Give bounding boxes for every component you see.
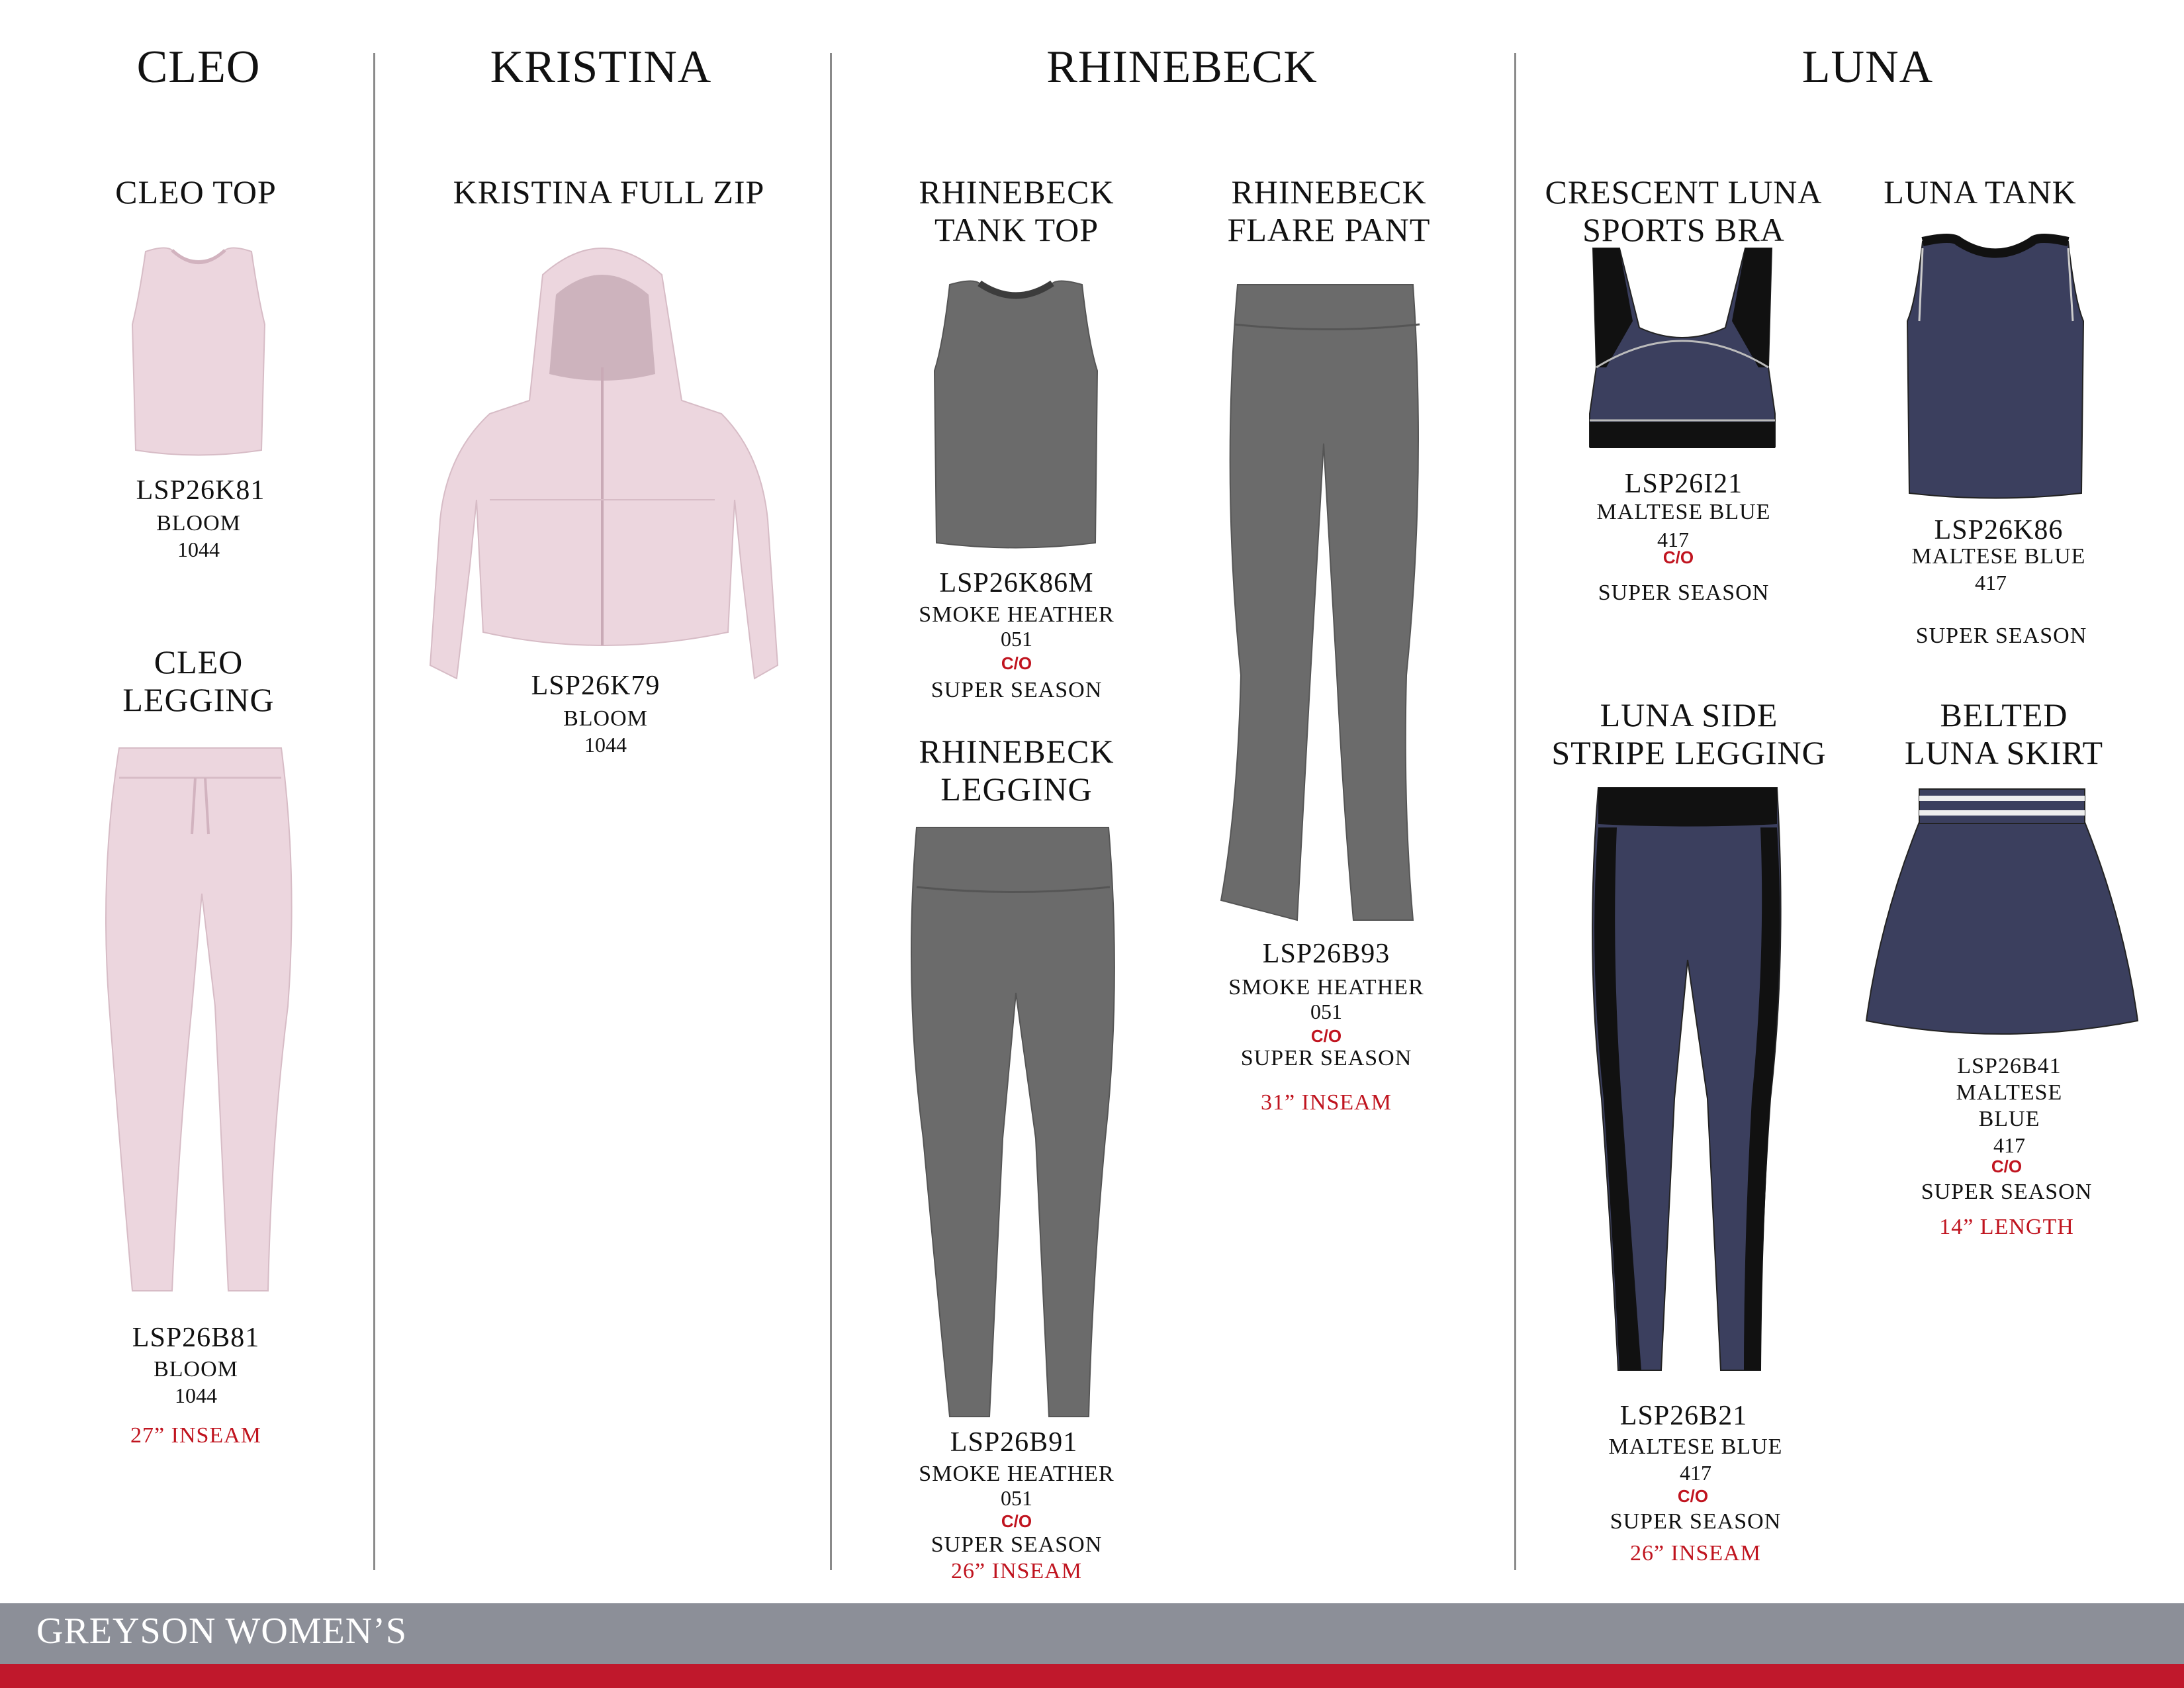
rhinebeck-tank-co: C/O bbox=[1001, 653, 1032, 673]
luna-legging-name-line1: LUNA SIDE bbox=[1600, 696, 1778, 733]
luna-skirt-name-line1: BELTED bbox=[1940, 696, 2068, 733]
luna-skirt-co: C/O bbox=[1991, 1156, 2023, 1176]
cleo-legging-sku: LSP26B81 bbox=[132, 1323, 260, 1353]
crescent-bra-color: MALTESE BLUE bbox=[1596, 500, 1771, 524]
rhinebeck-flare-season: SUPER SEASON bbox=[1240, 1046, 1412, 1070]
luna-legging-name bbox=[1551, 696, 1826, 772]
crescent-bra-co: C/O bbox=[1662, 547, 1694, 567]
luna-tank-name: LUNA TANK bbox=[1884, 173, 2077, 211]
crescent-bra-name-line2: SPORTS BRA bbox=[1582, 211, 1785, 248]
rhinebeck-legging-image bbox=[897, 821, 1125, 1417]
luna-skirt-name-line2: LUNA SKIRT bbox=[1904, 734, 2104, 771]
luna-legging-sku: LSP26B21 bbox=[1619, 1401, 1748, 1431]
cleo-top-sku: LSP26K81 bbox=[136, 475, 265, 506]
luna-legging-name-line2: STRIPE LEGGING bbox=[1551, 734, 1827, 771]
rhinebeck-tank-name-line2: TANK TOP bbox=[934, 211, 1099, 248]
luna-skirt-sku: LSP26B41 bbox=[1957, 1054, 2062, 1078]
heading-luna: LUNA bbox=[1801, 42, 1934, 93]
luna-tank-image bbox=[1899, 235, 2091, 500]
crescent-bra-sku: LSP26I21 bbox=[1624, 469, 1743, 499]
rhinebeck-tank-image bbox=[927, 278, 1105, 549]
rhinebeck-flare-code: 051 bbox=[1310, 1000, 1342, 1023]
cleo-legging-name-line2: LEGGING bbox=[122, 681, 275, 718]
rhinebeck-flare-co: C/O bbox=[1310, 1026, 1342, 1046]
rhinebeck-flare-name-line1: RHINEBECK bbox=[1231, 173, 1427, 211]
cleo-top-code: 1044 bbox=[177, 538, 220, 561]
crescent-bra-image bbox=[1576, 248, 1788, 450]
luna-tank-sku: LSP26K86 bbox=[1934, 515, 2064, 545]
rhinebeck-flare-note: 31” INSEAM bbox=[1261, 1090, 1392, 1115]
rhinebeck-tank-sku: LSP26K86M bbox=[939, 568, 1094, 598]
crescent-bra-season: SUPER SEASON bbox=[1598, 581, 1770, 605]
luna-skirt-name bbox=[1905, 696, 2103, 772]
rhinebeck-legging-co: C/O bbox=[1001, 1511, 1032, 1531]
kristina-zip-code: 1044 bbox=[584, 733, 627, 757]
rhinebeck-flare-image bbox=[1214, 278, 1439, 923]
cleo-legging-name bbox=[122, 643, 274, 719]
rhinebeck-flare-name-line2: FLARE PANT bbox=[1227, 211, 1431, 248]
cleo-legging-name-line1: CLEO bbox=[154, 643, 244, 680]
rhinebeck-tank-code: 051 bbox=[1001, 627, 1032, 651]
luna-tank-season: SUPER SEASON bbox=[1915, 624, 2087, 648]
luna-skirt-image bbox=[1866, 789, 2138, 1037]
rhinebeck-tank-color: SMOKE HEATHER bbox=[919, 602, 1115, 627]
luna-legging-color: MALTESE BLUE bbox=[1608, 1434, 1783, 1459]
kristina-zip-image bbox=[417, 235, 788, 685]
cleo-top-image bbox=[126, 245, 271, 457]
kristina-zip-sku: LSP26K79 bbox=[531, 671, 660, 701]
luna-skirt-code: 417 bbox=[1993, 1133, 2025, 1157]
rhinebeck-legging-note: 26” INSEAM bbox=[951, 1559, 1082, 1583]
rhinebeck-legging-name-line2: LEGGING bbox=[940, 771, 1093, 808]
rhinebeck-legging-code: 051 bbox=[1001, 1486, 1032, 1510]
rhinebeck-tank-name-line1: RHINEBECK bbox=[919, 173, 1115, 211]
luna-legging-code: 417 bbox=[1680, 1461, 1711, 1485]
divider-3 bbox=[1514, 53, 1516, 1570]
crescent-bra-name bbox=[1545, 173, 1822, 249]
luna-skirt-color-line2: BLUE bbox=[1978, 1107, 2040, 1131]
luna-skirt-note: 14” LENGTH bbox=[1939, 1215, 2074, 1239]
rhinebeck-tank-name bbox=[919, 173, 1114, 249]
rhinebeck-legging-season: SUPER SEASON bbox=[931, 1532, 1103, 1557]
cleo-top-name: CLEO TOP bbox=[115, 173, 277, 211]
kristina-zip-name: KRISTINA FULL ZIP bbox=[453, 173, 765, 211]
crescent-bra-name-line1: CRESCENT LUNA bbox=[1545, 173, 1823, 211]
cleo-legging-note: 27” INSEAM bbox=[130, 1423, 261, 1448]
rhinebeck-flare-color: SMOKE HEATHER bbox=[1228, 975, 1424, 1000]
cleo-legging-color: BLOOM bbox=[154, 1357, 238, 1382]
rhinebeck-legging-sku: LSP26B91 bbox=[950, 1427, 1078, 1458]
luna-legging-image bbox=[1578, 788, 1790, 1370]
rhinebeck-flare-name bbox=[1228, 173, 1431, 249]
heading-kristina: KRISTINA bbox=[490, 42, 712, 93]
cleo-top-color: BLOOM bbox=[156, 511, 241, 536]
crescent-bra-code: 417 bbox=[1657, 528, 1689, 551]
divider-1 bbox=[373, 53, 375, 1570]
luna-skirt-season: SUPER SEASON bbox=[1921, 1180, 2093, 1204]
luna-tank-code: 417 bbox=[1975, 571, 2007, 594]
cleo-legging-code: 1044 bbox=[175, 1383, 217, 1407]
rhinebeck-legging-name-line1: RHINEBECK bbox=[919, 733, 1115, 770]
heading-rhinebeck: RHINEBECK bbox=[1046, 42, 1318, 93]
footer-brand: GREYSON WOMEN’S bbox=[36, 1611, 407, 1652]
luna-skirt-color-line1: MALTESE bbox=[1956, 1080, 2063, 1105]
rhinebeck-legging-name bbox=[919, 733, 1114, 808]
footer-red-stripe bbox=[0, 1664, 2184, 1688]
heading-cleo: CLEO bbox=[136, 42, 261, 93]
luna-legging-co: C/O bbox=[1677, 1486, 1709, 1506]
divider-2 bbox=[830, 53, 832, 1570]
rhinebeck-tank-season: SUPER SEASON bbox=[931, 678, 1103, 702]
kristina-zip-color: BLOOM bbox=[563, 706, 648, 731]
rhinebeck-legging-color: SMOKE HEATHER bbox=[919, 1462, 1115, 1486]
luna-legging-note: 26” INSEAM bbox=[1630, 1541, 1761, 1566]
rhinebeck-flare-sku: LSP26B93 bbox=[1262, 939, 1390, 969]
cleo-legging-image bbox=[93, 741, 304, 1291]
luna-legging-season: SUPER SEASON bbox=[1610, 1509, 1782, 1534]
luna-tank-color: MALTESE BLUE bbox=[1911, 544, 2086, 569]
